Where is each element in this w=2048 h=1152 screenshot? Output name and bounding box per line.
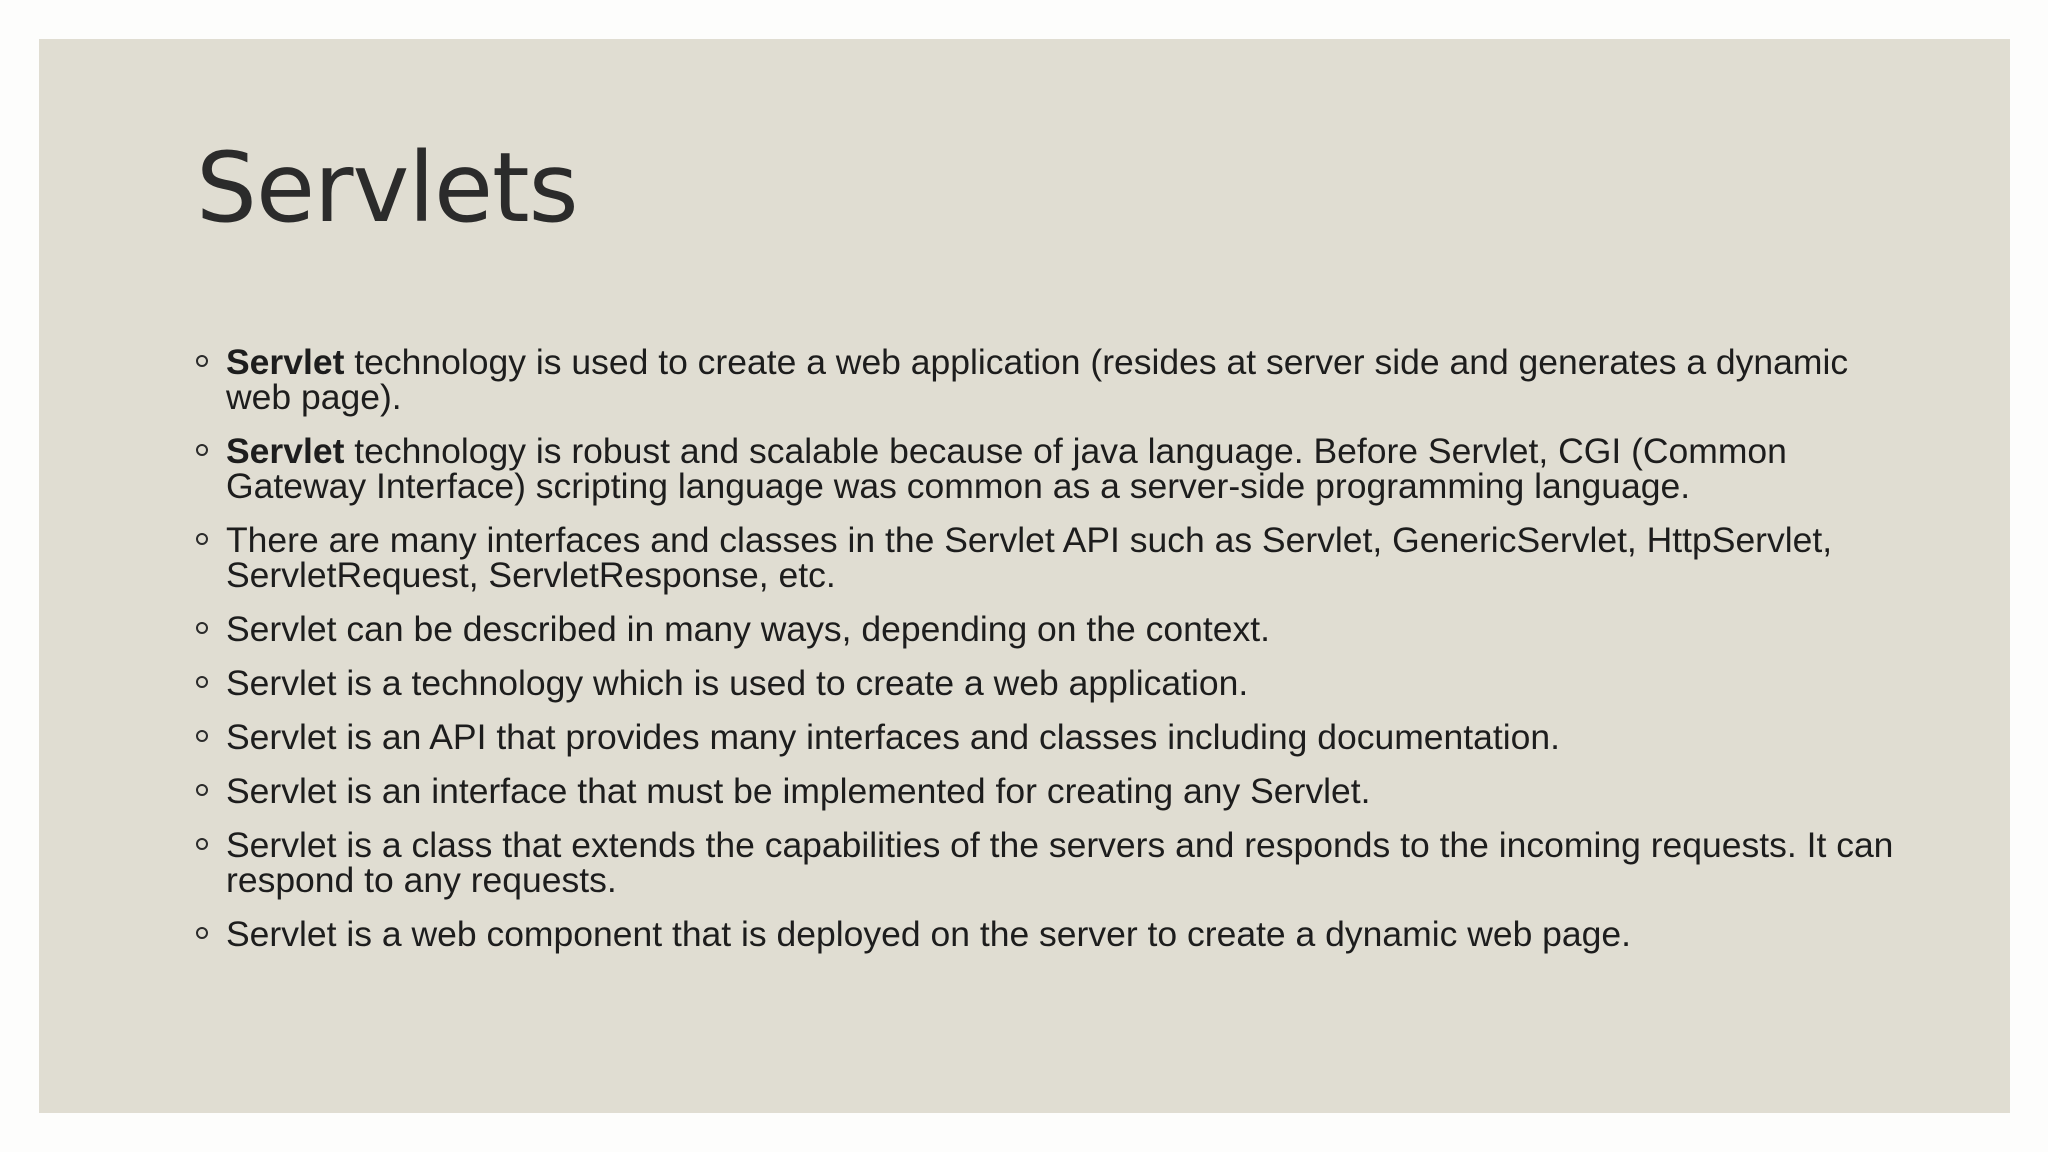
bullet-item — [196, 609, 1896, 649]
bullet-text: Servlet is a web component that is deployed on the server to create a dynamic web page. — [226, 914, 1632, 954]
hollow-circle-bullet-icon — [196, 444, 208, 456]
bullet-item — [196, 914, 1896, 954]
bullet-bold-text: Servlet — [226, 342, 345, 382]
bullet-text: Servlet is an API that provides many interfaces and classes including documentation. — [226, 717, 1560, 757]
hollow-circle-bullet-icon — [196, 355, 208, 367]
hollow-circle-bullet-icon — [196, 533, 208, 545]
hollow-circle-bullet-icon — [196, 622, 208, 634]
bullet-text: Servlet is a class that extends the capabilities of the servers and responds to the incoming requests. It can respond to any requests. — [226, 825, 1894, 900]
bullet-text: technology is robust and scalable because of java language. Before Servlet, CGI (Common Gateway Interface) scripting language was common as a server-side programming language. — [226, 431, 1787, 506]
bullet-bold-text: Servlet — [226, 431, 345, 471]
bullet-text: There are many interfaces and classes in the Servlet API such as Servlet, GenericServlet, HttpServlet, ServletRequest, ServletResponse, etc. — [226, 520, 1833, 595]
hollow-circle-bullet-icon — [196, 784, 208, 796]
bullet-item — [196, 431, 1896, 506]
bullet-item — [196, 663, 1896, 703]
bullet-item — [196, 520, 1896, 595]
bullet-item — [196, 717, 1896, 757]
bullet-item — [196, 342, 1896, 417]
bullet-item — [196, 825, 1896, 900]
bullet-text: technology is used to create a web application (resides at server side and generates a dynamic web page). — [226, 342, 1849, 417]
hollow-circle-bullet-icon — [196, 838, 208, 850]
bullet-item — [196, 771, 1896, 811]
slide — [39, 39, 2010, 1113]
hollow-circle-bullet-icon — [196, 730, 208, 742]
bullet-text: Servlet is an interface that must be implemented for creating any Servlet. — [226, 771, 1371, 811]
bullet-text: Servlet can be described in many ways, depending on the context. — [226, 609, 1270, 649]
bullet-list — [196, 342, 1896, 971]
bullet-text: Servlet is a technology which is used to create a web application. — [226, 663, 1249, 703]
slide-title: Servlets — [196, 132, 578, 244]
hollow-circle-bullet-icon — [196, 927, 208, 939]
hollow-circle-bullet-icon — [196, 676, 208, 688]
